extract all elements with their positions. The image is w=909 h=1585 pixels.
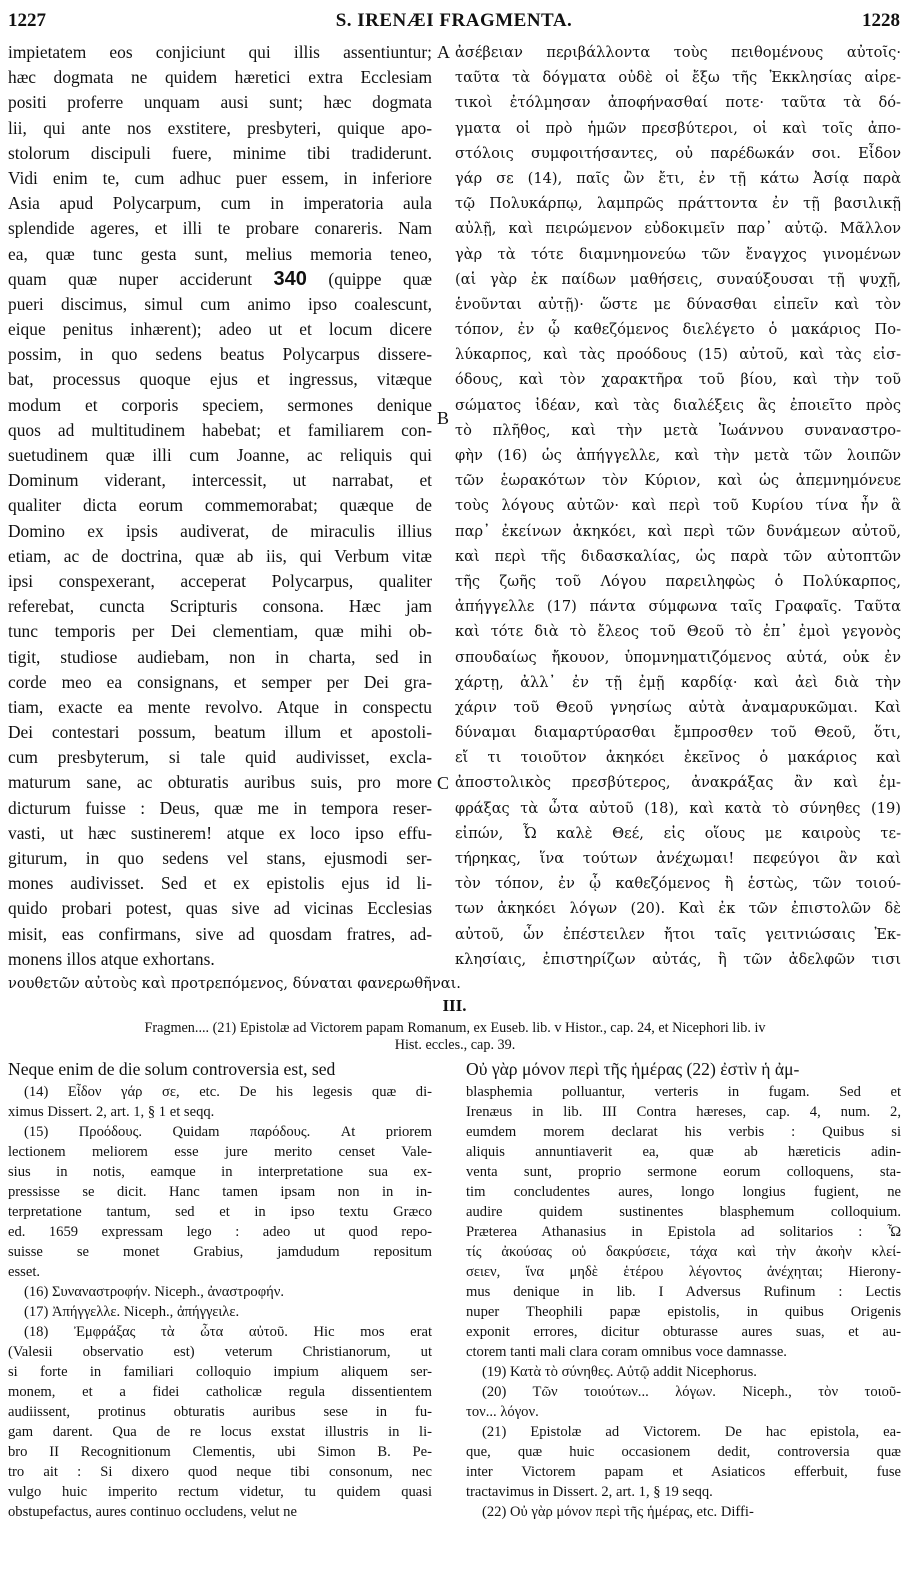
footnote-line: audiissent, protinus obturatis auribus sese in fu- bbox=[8, 1404, 432, 1420]
margin-letter-b: B bbox=[437, 408, 450, 428]
footnote-line: sius in notis, eamque in interpretatione sua ex- bbox=[8, 1164, 432, 1180]
footnote-line: ed. 1659 expressam lego : adeo ut quod repo- bbox=[8, 1224, 432, 1240]
footnote-line: inter Victorem papam et Asiaticos efferbuit, fuse bbox=[466, 1464, 901, 1480]
footnote-line: (Valesii observatio est) veterum Christianorum, ut bbox=[8, 1344, 432, 1360]
footnote-line: τον... λόγον. bbox=[466, 1404, 539, 1420]
footnote-line: blasphemia polluantur, verteris in fugam. Sed et bbox=[466, 1084, 901, 1100]
latin-line: maturum sane, ac obturatis auribus suis, pro more bbox=[8, 772, 432, 793]
footnote-line: Irenæus in lib. III Contra hæreses, cap. 4, num. 2, bbox=[466, 1104, 901, 1120]
footnote-line: esset. bbox=[8, 1264, 41, 1280]
footnote-line: ctorem tanti mali clara coram omnibus voce damnasse. bbox=[466, 1344, 787, 1360]
greek-line: καὶ τότε διὰ τὸ ἔλεος τοῦ Θεοῦ τὸ ἐπ᾽ ἐμοὶ γεγονὸς bbox=[455, 623, 901, 641]
fragment-heading-line-1: Fragmen.... (21) Epistolæ ad Victorem papam Romanum, ex Euseb. lib. v Histor., cap. 24, et Nicephori lib. iv bbox=[144, 1020, 766, 1036]
latin-text-column bbox=[8, 40, 432, 972]
latin-line: tiam, exacte ea mente revolvo. Atque in conspectu bbox=[8, 696, 432, 717]
header-running-title: S. IRENÆI FRAGMENTA. bbox=[335, 10, 573, 31]
footnote-line: suisse se monet Grabius, jamdudum repositum bbox=[8, 1244, 432, 1260]
greek-line: τῆς ζωῆς τοῦ Λόγου παρειληφὼς ὁ Πολύκαρπος, bbox=[455, 572, 901, 590]
latin-line: etiam, ac de doctrina, quæ ab iis, qui Verbum vitæ bbox=[8, 545, 432, 566]
greek-line: ἀπήγγελλε (17) πάντα σύμφωνα ταῖς Γραφαῖς. Ταῦτα bbox=[455, 598, 901, 616]
greek-line: τόπον, ἐν ᾧ καθεζόμενος διελέγετο ὁ μακάριος Πο- bbox=[455, 321, 901, 339]
footnote-line: terpretatione tantum, sed et in ipso textu Græco bbox=[8, 1204, 432, 1220]
header-right-column-number: 1228 bbox=[862, 10, 900, 31]
latin-line: Dominum viderant, intercessit, ut narrabat, et bbox=[8, 470, 432, 491]
latin-line: bat, processus quoque ejus et ingressus, vitæque bbox=[8, 369, 432, 390]
latin-line: referebat, cuncta Scripturis consona. Hæc jam bbox=[8, 596, 432, 617]
footnote-line: aliquis annuntiaverit ea, quæ ab hæreticis adin- bbox=[466, 1144, 901, 1160]
greek-line: ἑνοῦνται αὐτῇ)· ὥστε με δύνασθαι εἰπεῖν καὶ τὸν bbox=[455, 295, 901, 313]
greek-line: γάρ σε (14), παῖς ὢν ἔτι, ἐν τῇ κάτω Ἀσίᾳ παρὰ bbox=[455, 169, 901, 187]
latin-line: stolorum discipuli fuere, minime tibi tradiderunt. bbox=[8, 142, 432, 163]
footnote-line: σειεν, ἵνα μηδὲ ἑτέρου λέγοντος ἀνέχηται; Hierony- bbox=[466, 1264, 901, 1280]
greek-line: λύκαρπος, καὶ τὰς προόδους (15) αὐτοῦ, καὶ τὰς εἰσ- bbox=[455, 346, 901, 364]
greek-line: τοὺς λόγους αὐτῶν· καὶ περὶ τοῦ Κυρίου τίνα ἦν ἃ bbox=[455, 497, 901, 515]
footnote-line: si forte in familiari colloquio impium aliquem ser- bbox=[8, 1364, 432, 1380]
greek-line: κλησίαις, ἐπιστηρίζων αὐτάς, ἢ τῶν ἀδελφῶν τισι bbox=[455, 950, 901, 968]
footnote-line: tro ait : Si dixero quod neque tibi consonum, nec bbox=[8, 1464, 432, 1480]
latin-line: Asia apud Polycarpum, cum in imperatoria aula bbox=[8, 193, 432, 214]
footnote-line: Præterea Athanasius in Epistola ad solitarios : Ὦ bbox=[466, 1224, 901, 1240]
latin-line: hæc dogmata ne quidem hæretici extra Ecclesiam bbox=[8, 67, 432, 88]
greek-continuation-line: νουθετῶν αὐτοὺς καὶ προτρεπόμενος, δύναται φανερωθῆναι. bbox=[8, 975, 461, 992]
footnote-line: pressisse se dicit. Hanc tamen ipsam non in in- bbox=[8, 1184, 432, 1200]
latin-line: misit, eas confirmans, sive ad quosdam fratres, ad- bbox=[8, 923, 432, 944]
greek-line: γὰρ τὰ τότε διαμνημονεύω τῶν ἔναγχος γινομένων bbox=[455, 245, 901, 263]
greek-line: τήρηκας, ἵνα τούτων ἀνέχωμαι! πεφεύγοι ἂν καὶ bbox=[455, 850, 901, 867]
footnote-line: lectionem meliorem esse jure merito censet Vale- bbox=[8, 1144, 432, 1160]
greek-line: ἀσέβειαν περιβάλλοντα τοὺς πειθομένους αὐτοῖς· bbox=[455, 44, 901, 61]
footnote-line: que, quæ huic occasionem dedit, controversia quæ bbox=[466, 1444, 901, 1460]
greek-line: σώματος ἰδέαν, καὶ τὰς διαλέξεις ἃς ἐποιεῖτο πρὸς bbox=[455, 396, 901, 414]
latin-line: cum presbyterum, si tale quid audivisset, excla- bbox=[8, 747, 432, 768]
footnote-line: (15) Προόδους. Quidam παρόδους. At priorem bbox=[24, 1124, 432, 1140]
latin-line: mones audivisset. Sed et ex epistolis ejus id li- bbox=[8, 873, 432, 894]
footnote-line: (22) Οὐ γὰρ μόνον περὶ τῆς ἡμέρας, etc. Diffi- bbox=[482, 1504, 754, 1520]
greek-line: ἀποστολικὸς πρεσβύτερος, ἀνακράξας ἂν καὶ ἐμ- bbox=[455, 774, 901, 792]
greek-line: σπουδαίως ἤκουον, ὑπομνηματιζόμενος αὐτά, οὐκ ἐν bbox=[455, 648, 901, 666]
margin-letter-c: C bbox=[437, 773, 450, 793]
footnote-line: eumdem morem declarat his verbis : Quibus si bbox=[466, 1124, 901, 1140]
footnote-line: (17) Ἀπήγγελλε. Niceph., ἀπήγγειλε. bbox=[24, 1304, 240, 1320]
footnotes-right bbox=[466, 1082, 901, 1522]
greek-line: τὸν τόπον, ἐν ᾧ καθεζόμενος ἢ ἑστὼς, τῶν τοιού- bbox=[455, 875, 901, 893]
greek-line: δύναμαι διαμαρτύρασθαι ἔμπροσθεν τοῦ Θεοῦ, ὅτι, bbox=[455, 724, 901, 742]
header-left-column-number: 1227 bbox=[8, 10, 46, 31]
footnote-line: (16) Συναναστροφήν. Niceph., ἀναστροφήν. bbox=[24, 1284, 285, 1300]
bottom-left-text-line: Neque enim de die solum controversia est, sed bbox=[8, 1059, 336, 1079]
latin-line bbox=[8, 267, 432, 292]
latin-line: tunc temporis per Dei clementiam, quæ mihi ob- bbox=[8, 621, 432, 642]
footnote-line: tim concludentes aures, longo longius fugient, ne bbox=[466, 1184, 901, 1200]
section-numeral: III. bbox=[442, 996, 467, 1015]
latin-line: monens illos atque exhortans. bbox=[8, 948, 215, 969]
latin-line: dicturum fuisse : Deus, quæ me in tempora reser- bbox=[8, 797, 432, 818]
footnote-line: mus denique in lib. I Adversus Rufinum : Lectis bbox=[466, 1284, 901, 1300]
latin-line: quido probari potest, quas sive ad vicinas Ecclesias bbox=[8, 898, 432, 919]
footnote-line: (21) Epistolæ ad Victorem. De hac epistola, ea- bbox=[482, 1424, 901, 1440]
greek-line: τὸ πλῆθος, καὶ τὴν μετὰ Ἰωάννου συναναστρο- bbox=[455, 421, 901, 439]
latin-line: qualiter dicta eorum commemorabat; quæque de bbox=[8, 495, 432, 516]
footnote-line: vulgo huic imperito rectum videtur, tu quidem quasi bbox=[8, 1484, 432, 1500]
latin-line: impietatem eos conjiciunt qui illis assentiuntur; bbox=[8, 42, 432, 62]
footnote-line: bro II Recognitionum Clementis, ubi Simon B. Pe- bbox=[8, 1444, 432, 1460]
footnote-line: ximus Dissert. 2, art. 1, § 1 et seqq. bbox=[8, 1104, 215, 1120]
latin-line: Vidi enim te, cum adhuc puer essem, in inferiore bbox=[8, 167, 432, 188]
page-header bbox=[8, 10, 900, 34]
latin-line-text: (quippe quæ bbox=[328, 268, 432, 289]
footnote-line: gam darent. Qua de re locus exstat illustris in li- bbox=[8, 1424, 432, 1440]
latin-line: splendide ageres, et illi te probare conareris. Nam bbox=[8, 218, 432, 239]
latin-line: lii, qui ante nos exstitere, presbyteri, quique apo- bbox=[8, 117, 432, 138]
latin-line: ipsi conspexerant, acceperat Polycarpus, qualiter bbox=[8, 570, 432, 591]
latin-line: Dei contestari possum, beatum illum et apostoli- bbox=[8, 722, 432, 743]
greek-line: φὴν (16) ὡς ἀπήγγελλε, καὶ τὴν μετὰ τῶν λοιπῶν bbox=[455, 447, 901, 464]
greek-line: όδους, καὶ τὸν χαρακτῆρα τοῦ βίου, καὶ τὴν τοῦ bbox=[455, 371, 901, 389]
margin-page-number: 340 bbox=[273, 267, 307, 290]
greek-line: τῷ Πολυκάρπῳ, λαμπρῶς πράττοντα ἐν τῇ βασιλικῇ bbox=[455, 195, 901, 213]
latin-line: modum et corporis speciem, sermones denique bbox=[8, 394, 432, 415]
footnote-line: obstupefactus, aures continuo occludens, velut ne bbox=[8, 1504, 297, 1520]
greek-line: παρ᾽ ἐκείνων ἀκηκόει, καὶ περὶ τῶν δυνάμεων αὐτοῦ, bbox=[455, 522, 901, 540]
greek-line: των ἀκηκόει λόγων (20). Καὶ ἐκ τῶν ἐπιστολῶν δὲ bbox=[455, 900, 901, 918]
latin-line: tigit, studiose audiebam, non in charta, sed in bbox=[8, 646, 432, 667]
greek-line: ταῦτα τὰ δόγματα οὐδὲ οἱ ἔξω τῆς Ἐκκλησίας αἱρε- bbox=[455, 69, 901, 87]
greek-line: γματα οἱ πρὸ ἡμῶν πρεσβύτεροι, οἱ καὶ τοῖς ἀπο- bbox=[455, 119, 901, 137]
footnote-line: tractavimus in Dissert. 2, art. 1, § 19 seqq. bbox=[466, 1484, 713, 1500]
latin-line-text: quam quæ nuper acciderunt bbox=[8, 268, 253, 289]
footnotes-left bbox=[8, 1082, 432, 1522]
footnote-line: venta sunt, proprio sermone eorum colloquens, sta- bbox=[466, 1164, 901, 1180]
latin-line: giturum, in quo sedens vel stans, ejusmodi ser- bbox=[8, 848, 432, 868]
bottom-right-text-line: Οὐ γὰρ μόνον περὶ τῆς ἡμέρας (22) ἐστὶν ἡ ἀμ- bbox=[466, 1059, 800, 1079]
latin-line: vasti, ut hæc sustinerem! atque ex loco ipso effu- bbox=[8, 822, 432, 843]
greek-text-column bbox=[455, 40, 901, 972]
latin-line: ea, quæ tunc gesta sunt, melius memoria teneo, bbox=[8, 243, 432, 264]
greek-line: αὐλῇ, καὶ πειρώμενον εὐδοκιμεῖν παρ᾽ αὐτῷ. Μᾶλλον bbox=[455, 220, 901, 238]
latin-line: pueri discimus, simul cum animo ipso coalescunt, bbox=[8, 293, 432, 314]
footnote-line: (19) Κατὰ τὸ σύνηθες. Αὐτῷ addit Nicephorus. bbox=[482, 1364, 757, 1380]
footnote-line: (18) Ἐμφράξας τὰ ὦτα αὐτοῦ. Hic mos erat bbox=[24, 1324, 432, 1340]
greek-line: καὶ περὶ τῆς διδασκαλίας, ὡς παρὰ τῶν αὐτοπτῶν bbox=[455, 547, 901, 565]
bottom-left-column bbox=[8, 1057, 432, 1522]
greek-line: αὐτοῦ, ὧν ἐπέστειλεν ἤτοι ταῖς γειτνιώσαις Ἐκ- bbox=[455, 925, 901, 943]
greek-line: φράξας τὰ ὦτα αὐτοῦ (18), καὶ κατὰ τὸ σύνηθες (19) bbox=[455, 799, 901, 817]
footnote-line: nuper Theophili papæ epistolis, in quibus Origenis bbox=[466, 1304, 901, 1320]
footnote-line: τίς ἀκούσας οὐ δακρύσειε, τάχα καὶ τὴν ἀκοὴν κλεί- bbox=[466, 1244, 901, 1260]
greek-line: χάριν τοῦ Θεοῦ γνησίως αὐτὰ ἀναμαρυκῶμαι. Καὶ bbox=[455, 698, 901, 716]
fragment-heading-line-2: Hist. eccles., cap. 39. bbox=[394, 1037, 516, 1053]
margin-letter-a: A bbox=[437, 42, 450, 62]
greek-line: εἴ τι τοιοῦτον ἀκηκόει ἐκεῖνος ὁ μακάριος καὶ bbox=[455, 749, 901, 767]
latin-line: quos ad multitudinem habebat; et familiarem con- bbox=[8, 419, 432, 440]
fragment-heading bbox=[30, 1020, 880, 1054]
greek-line: χάρτῃ, ἀλλ᾽ ἐν τῇ ἐμῇ καρδίᾳ· καὶ ἀεὶ διὰ τὴν bbox=[455, 673, 901, 691]
footnote-line: audire quidem sustinentes blasphemum colloquium. bbox=[466, 1204, 901, 1220]
footnote-line: monem, et a fidei catholicæ regula dissentientem bbox=[8, 1384, 432, 1400]
greek-line: τῶν ἑωρακότων τὸν Κύριον, καὶ ὡς ἀπεμνημόνευε bbox=[455, 472, 901, 490]
footnote-line: (20) Τῶν τοιούτων... λόγων. Niceph., τὸν τοιοῦ- bbox=[482, 1384, 901, 1400]
latin-line: suetudinem quæ illi cum Joanne, ac reliquis qui bbox=[8, 445, 432, 465]
greek-line: στόλοις συμφοιτήσαντες, οὐ παρέδωκάν σοι. Εἶδον bbox=[455, 144, 901, 162]
footnote-line: exponit errores, dicitur obturasse aures suas, et au- bbox=[466, 1324, 901, 1340]
latin-line: positi proferre unquam ausi sunt; hæc dogmata bbox=[8, 92, 432, 113]
footnote-line: (14) Εἶδον γάρ σε, etc. De his legesis quæ di- bbox=[24, 1084, 432, 1100]
greek-line: (αἱ γὰρ ἐκ παίδων μαθήσεις, συναύξουσαι τῇ ψυχῇ, bbox=[455, 270, 901, 288]
bottom-right-column bbox=[466, 1057, 901, 1522]
latin-line: eique penitus inhærent); adeo ut et locum dicere bbox=[8, 319, 432, 340]
latin-line: Domino ex ipsis audiverat, de miraculis illius bbox=[8, 520, 432, 541]
greek-line: εἰπών, Ὦ καλὲ Θεέ, εἰς οἵους με καιροὺς τε- bbox=[455, 824, 901, 842]
greek-line: τικοὶ ἐτόλμησαν ἀποφήνασθαί ποτε· ταῦτα τὰ δό- bbox=[455, 94, 901, 112]
latin-line: corde meo ea consignans, et semper per Dei gra- bbox=[8, 671, 432, 692]
latin-line: possim, in quo sedens beatus Polycarpus dissere- bbox=[8, 344, 432, 365]
